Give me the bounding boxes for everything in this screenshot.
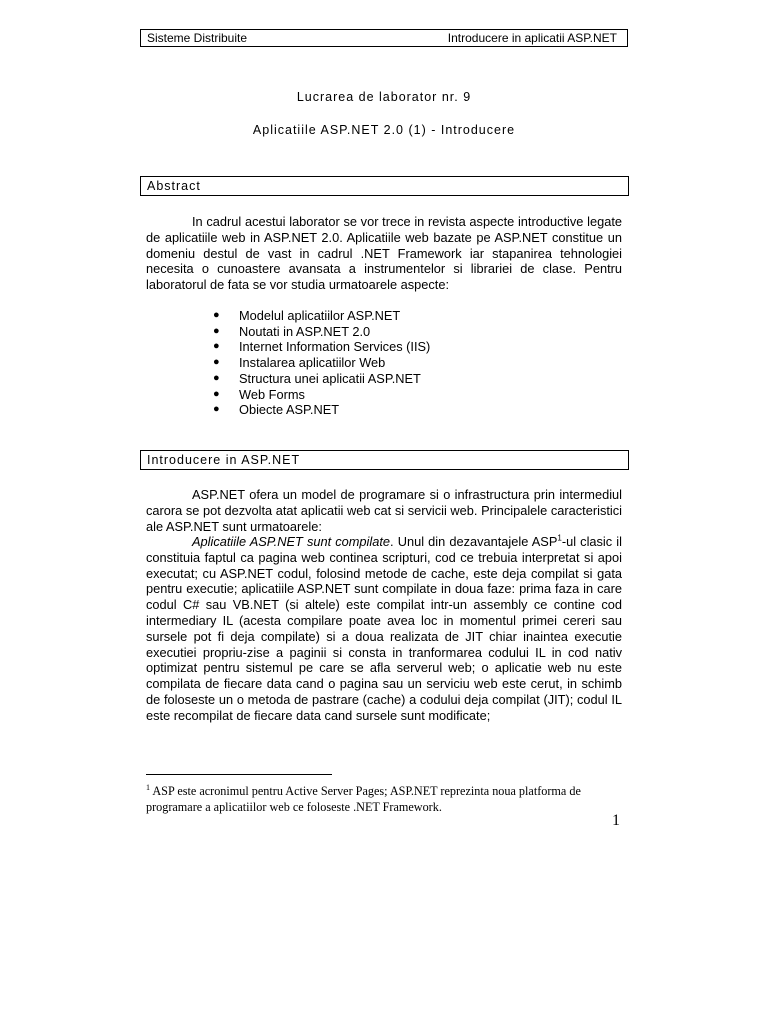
list-item: ● Web Forms — [213, 386, 305, 402]
list-item: ● Noutati in ASP.NET 2.0 — [213, 323, 371, 339]
list-item: ● Internet Information Services (IIS) — [213, 339, 431, 355]
lab-title: Lucrarea de laborator nr. 9 — [296, 90, 472, 104]
bullet-icon: ● — [213, 324, 220, 337]
list-item: ● Structura unei aplicatii ASP.NET — [213, 370, 421, 386]
bullet-icon: ● — [213, 309, 220, 321]
page-number: 1 — [612, 812, 620, 829]
header-course-title: Sisteme Distribuite — [147, 31, 248, 45]
list-item: ● Instalarea aplicatiilor Web — [213, 355, 386, 371]
list-item: ● Obiecte ASP.NET — [213, 402, 340, 418]
section-heading-introducere: Introducere in ASP.NET — [140, 450, 629, 470]
footnote-divider — [146, 774, 332, 775]
intro-paragraph: ASP.NET ofera un model de programare si o infrastructura prin intermediul carora se pot dezvolta atat aplicatii web cat si servicii web. Principalele caracteristici ale ASP.NET sunt urmatoarele: — [146, 487, 622, 534]
list-item: ● Modelul aplicatiilor ASP.NET — [213, 308, 401, 323]
abstract-paragraph: In cadrul acestui laborator se vor trece in revista aspecte introductive legate de aplicatiile web in ASP.NET 2.0. Aplicatiile web bazate pe ASP.NET constitue un domeniu destul de vast in cadrul .NET Framework iar stapanirea tehnologiei necesita o cunoastere avansata a instrumentelor si librariei de clase. Pentru laboratorul de fata se vor studia urmatoarele aspecte: — [146, 214, 622, 293]
bullet-icon: ● — [213, 371, 220, 384]
footnote-reference: 1 — [557, 533, 562, 543]
running-header — [140, 29, 628, 47]
footnote-number: 1 — [146, 783, 150, 792]
topics-list — [213, 308, 430, 418]
bullet-icon: ● — [213, 356, 220, 369]
lab-subtitle: Aplicatiile ASP.NET 2.0 (1) - Introducere — [252, 123, 516, 137]
paragraph-text: -ul clasic il constituia faptul ca pagina web continea scripturi, cod ce trebuia interpretat si apoi executat; cu ASP.NET codul, folosind metode de cache, este deja compilat si gata pentru executie; aplicatiile ASP.NET sunt compilate in doua faze: prima faza in care codul C# sau VB.NET (si altele) este compilat intr-un assembly ce contine cod intermediary IL (acesta compilare poate avea loc in momentul primei cereri sau sursele pot fi deja compilate) si a doua realizata de JIT chiar inaintea executie executiei propriu-zise a paginii si consta in tranformarea codului IL in cod nativ optimizat pentru sistemul pe care se afla serverul web; o aplicatie web nu este compilata de fiecare data cand o pagina sau un serviciu web este cerut, in schimb de foloseste un o metoda de pastrare (cache) a codului deja compilat (JIT); codul IL este recompilat de fiecare data cand sursele sunt modificate; — [146, 534, 622, 723]
compiled-apps-paragraph — [146, 534, 622, 724]
paragraph-text: . Unul din dezavantajele ASP — [390, 534, 558, 549]
footnote-text: ASP este acronimul pentru Active Server Pages; ASP.NET reprezinta noua platforma de programare a aplicatiilor web ce foloseste .NET Framework. — [146, 784, 581, 815]
section-heading-abstract: Abstract — [140, 176, 629, 196]
footnote — [146, 780, 624, 815]
italic-lead-text: Aplicatiile ASP.NET sunt compilate — [192, 534, 391, 549]
header-chapter-title: Introducere in aplicatii ASP.NET — [447, 31, 617, 45]
bullet-icon: ● — [213, 387, 220, 400]
bullet-icon: ● — [213, 403, 220, 416]
bullet-icon: ● — [213, 340, 220, 353]
